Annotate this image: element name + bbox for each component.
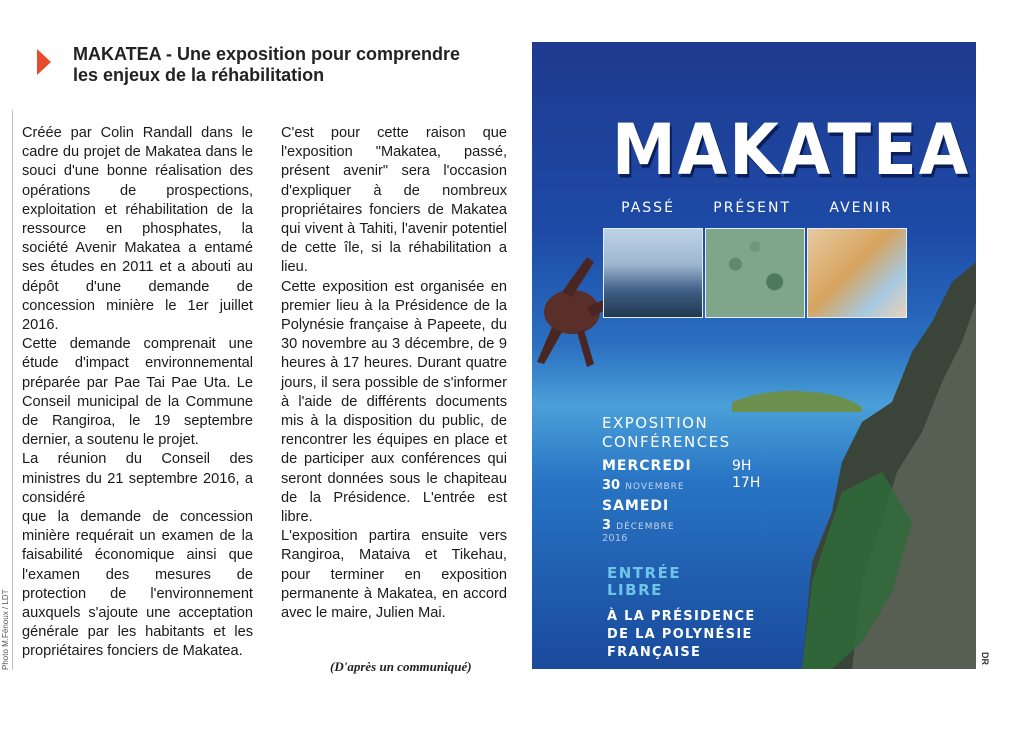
libre-label: LIBRE [607,581,663,599]
day-2-name: SAMEDI [602,498,670,514]
triangle-right-icon [37,49,51,75]
paragraph: Créée par Colin Randall dans le cadre du projet de Makatea dans le souci d'une bonne réalisation des opérations de prospections, exploitation et réhabilitation de la ressource en phosphates, la société Avenir Makatea a entamé ses études en 2011 et a abouti au dépôt d'une demande de concession minière le 1er juillet 2016. [22,125,253,334]
day-1-number: 30 [602,478,621,493]
schedule-day-2 [602,498,675,533]
day-1-name: MERCREDI [602,458,692,474]
article-headline [73,44,513,86]
headline-line-1: MAKATEA - Une exposition pour comprendre [73,44,461,64]
day-2-month: DÉCEMBRE [616,522,675,532]
venue-line-3: FRANÇAISE [607,645,702,660]
cliff-illustration [802,262,976,669]
photo-rock-texture [705,228,805,318]
poster-subtitle [602,200,912,216]
attribution: (D'après un communiqué) [330,659,472,674]
island-illustration [732,382,862,412]
paragraph: L'exposition partira ensuite vers Rangiroa, Mataiva et Tikehau, pour terminer en exposition permanente à Makatea, en accord avec le maire, Julien Mai. [281,528,507,622]
day-2-number: 3 [602,518,612,533]
poster-event-type [602,414,731,452]
dr-credit: DR [980,652,990,665]
hour-end: 17H [732,475,761,491]
venue-line-1: À LA PRÉSIDENCE [607,609,756,624]
photo-ship [603,228,703,318]
poster-year: 2016 [602,533,628,544]
venue-line-2: DE LA POLYNÉSIE [607,627,753,642]
entree-libre [607,565,681,599]
paragraph: La réunion du Conseil des ministres du 21 septembre 2016, a considéré [22,451,253,506]
paragraph: que la demande de concession minière requérait un examen de la faisabilité économique ainsi que l'examen des mesures de protection de l'environnement auxquels s'ajoute une acceptation générale par les habitants et les propriétaires fonciers de Makatea. [22,509,253,660]
subtitle-avenir: AVENIR [829,200,893,216]
headline-line-2: les enjeux de la réhabilitation [73,65,325,85]
paragraph: Cette demande comprenait une étude d'impact environnemental préparée par Pae Tai Pae Uta. Le Conseil municipal de la Commune de Rangiroa, le 19 septembre dernier, a soutenu le projet. [22,336,253,449]
day-1-month: NOVEMBRE [625,482,685,492]
poster-title: MAKATEA [612,110,971,192]
article-column-2 [281,124,507,623]
article-column-1 [22,124,253,662]
hour-start: 9H [732,458,752,474]
photo-workshop [807,228,907,318]
subtitle-passe: PASSÉ [621,200,675,216]
conferences-label: CONFÉRENCES [602,433,731,451]
exposition-label: EXPOSITION [602,414,709,432]
entree-label: ENTRÉE [607,564,682,582]
exhibition-poster [532,42,976,669]
schedule-hours [732,458,760,492]
poster-venue [607,608,756,662]
subtitle-present: PRÉSENT [713,200,792,216]
photo-credit: Photo M.Fénoux / LDT [1,589,10,670]
paragraph: C'est pour cette raison que l'exposition "Makatea, passé, présent avenir" sera l'occasion d'expliquer à de nombreux propriétaires fonciers de Makatea qui vivent à Tahiti, l'avenir potentiel de cette île, si la réhabilitation a lieu. [281,125,507,276]
paragraph: Cette exposition est organisée en premier lieu à la Présidence de la Polynésie française à Papeete, du 30 novembre au 3 décembre, de 9 heures à 17 heures. Durant quatre jours, il sera possible de s'informer à l'aide de différents documents mis à la disposition du public, de rencontrer les équipes en place et de participer aux conférences qui seront données sous le chapiteau de la Présidence. L'entrée est libre. [281,278,507,526]
schedule-day-1 [602,458,692,493]
